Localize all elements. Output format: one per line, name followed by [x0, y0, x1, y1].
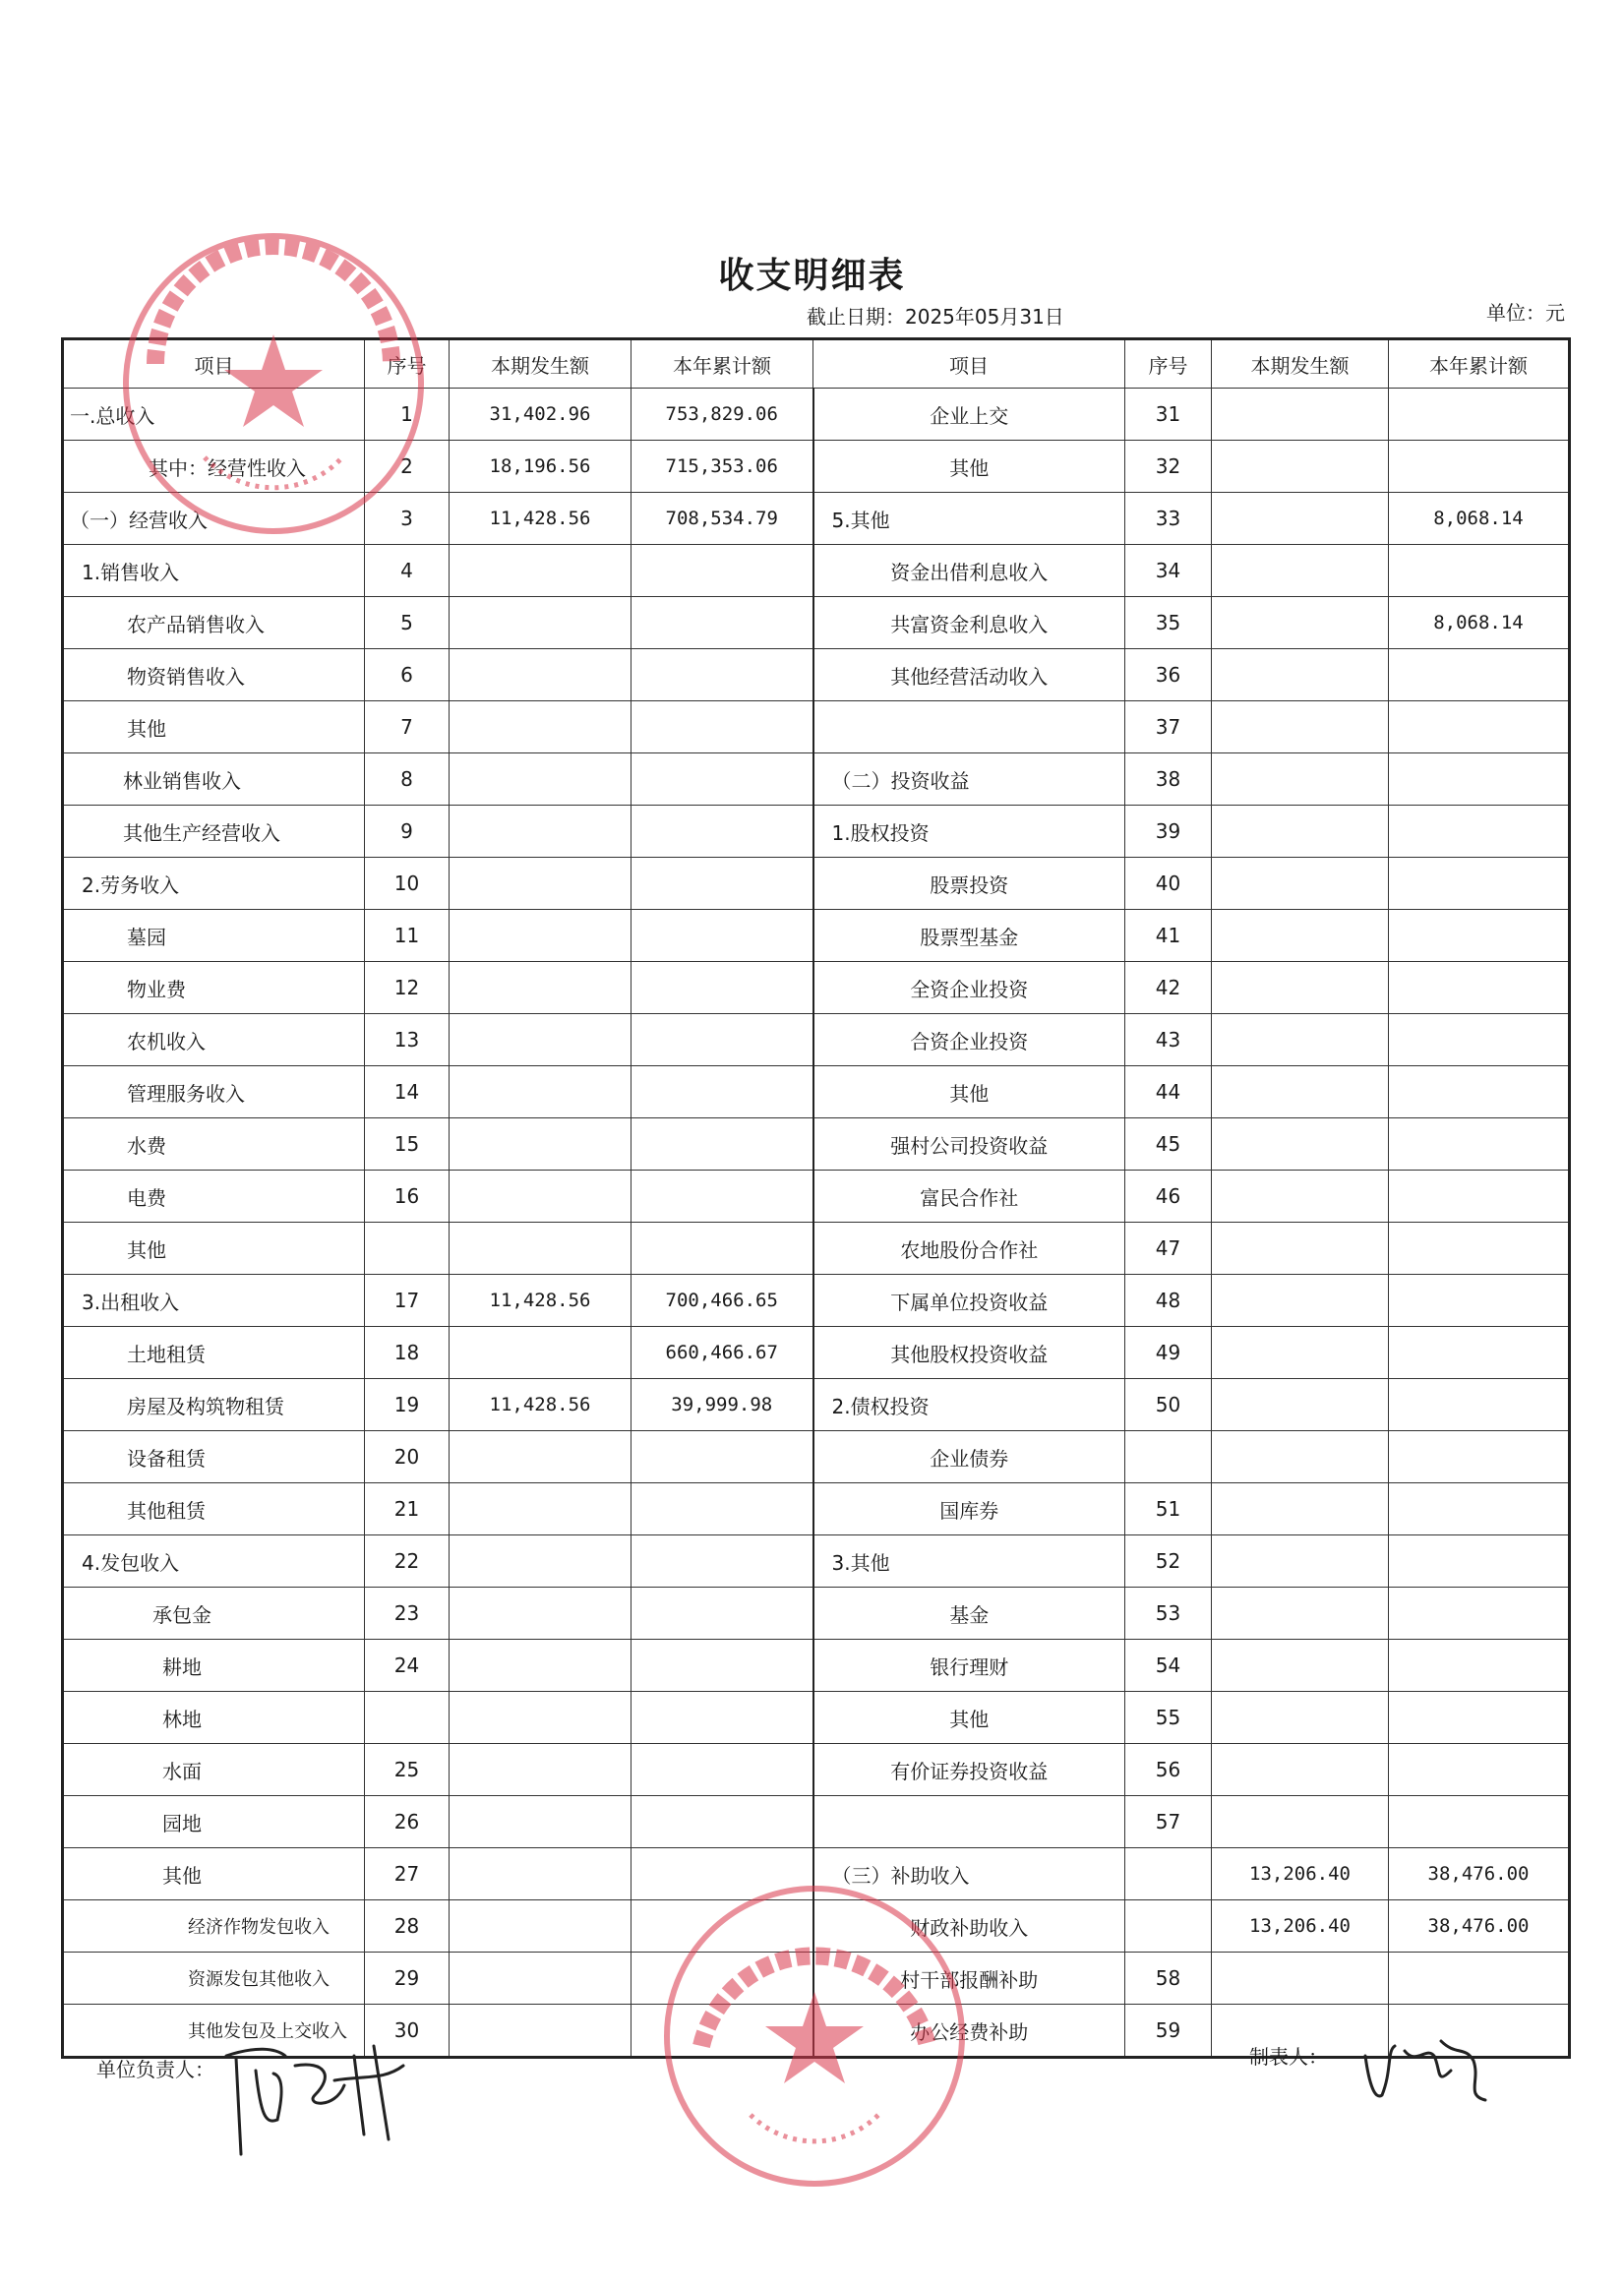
left-seq-cell: 15 [365, 1118, 450, 1171]
right-seq-cell: 40 [1125, 858, 1212, 910]
table-row [63, 1535, 1570, 1588]
left-ytd-cell [632, 1431, 813, 1483]
right-seq-cell: 35 [1125, 597, 1212, 649]
right-ytd-cell: 38,476.00 [1389, 1900, 1570, 1953]
header-period-right: 本期发生额 [1212, 339, 1389, 389]
right-period-cell [1212, 441, 1389, 493]
right-period-cell [1212, 1327, 1389, 1379]
left-item-cell: 一.总收入 [63, 389, 365, 441]
left-item-cell: 3.出租收入 [63, 1275, 365, 1327]
right-ytd-cell [1389, 1223, 1570, 1275]
right-item-cell: 下属单位投资收益 [813, 1275, 1125, 1327]
left-period-cell [450, 597, 632, 649]
table-row [63, 597, 1570, 649]
right-seq-cell: 33 [1125, 493, 1212, 545]
right-item-cell: 其他股权投资收益 [813, 1327, 1125, 1379]
right-seq-cell: 56 [1125, 1744, 1212, 1796]
left-period-cell [450, 1431, 632, 1483]
header-ytd-right: 本年累计额 [1389, 339, 1570, 389]
left-ytd-cell [632, 1171, 813, 1223]
table-row [63, 753, 1570, 806]
right-seq-cell: 37 [1125, 701, 1212, 753]
left-period-cell [450, 753, 632, 806]
left-seq-cell: 30 [365, 2005, 450, 2058]
right-seq-cell: 58 [1125, 1953, 1212, 2005]
left-item-cell: （一）经营收入 [63, 493, 365, 545]
left-period-cell: 11,428.56 [450, 1275, 632, 1327]
left-period-cell: 31,402.96 [450, 389, 632, 441]
left-period-cell [450, 1171, 632, 1223]
right-item-cell: 银行理财 [813, 1640, 1125, 1692]
table-row [63, 962, 1570, 1014]
right-item-cell: 办公经费补助 [813, 2005, 1125, 2058]
right-ytd-cell [1389, 1066, 1570, 1118]
table-row [63, 1327, 1570, 1379]
left-period-cell: 18,196.56 [450, 441, 632, 493]
right-period-cell [1212, 597, 1389, 649]
right-item-cell: 其他 [813, 1066, 1125, 1118]
income-expense-table [61, 337, 1571, 2059]
right-seq-cell: 47 [1125, 1223, 1212, 1275]
right-item-cell: 农地股份合作社 [813, 1223, 1125, 1275]
left-item-cell: 其他 [63, 1223, 365, 1275]
left-ytd-cell: 715,353.06 [632, 441, 813, 493]
responsible-signature [216, 2026, 433, 2164]
right-seq-cell: 59 [1125, 2005, 1212, 2058]
right-item-cell: 强村公司投资收益 [813, 1118, 1125, 1171]
right-period-cell [1212, 1118, 1389, 1171]
left-period-cell [450, 1848, 632, 1900]
left-seq-cell: 6 [365, 649, 450, 701]
right-ytd-cell [1389, 1483, 1570, 1535]
left-seq-cell: 14 [365, 1066, 450, 1118]
left-item-cell: 物资销售收入 [63, 649, 365, 701]
left-ytd-cell [632, 1483, 813, 1535]
left-period-cell [450, 910, 632, 962]
table-row [63, 910, 1570, 962]
left-period-cell [450, 1118, 632, 1171]
right-period-cell [1212, 1588, 1389, 1640]
cutoff-date: 截止日期：2025年05月31日 [807, 305, 1064, 329]
header-ytd-left: 本年累计额 [632, 339, 813, 389]
right-period-cell [1212, 1692, 1389, 1744]
right-period-cell [1212, 1223, 1389, 1275]
left-item-cell: 墓园 [63, 910, 365, 962]
left-ytd-cell [632, 1014, 813, 1066]
right-ytd-cell [1389, 649, 1570, 701]
right-ytd-cell [1389, 1118, 1570, 1171]
left-item-cell: 其他租赁 [63, 1483, 365, 1535]
left-seq-cell: 5 [365, 597, 450, 649]
right-item-cell: （三）补助收入 [813, 1848, 1125, 1900]
left-period-cell [450, 1953, 632, 2005]
left-seq-cell: 20 [365, 1431, 450, 1483]
right-seq-cell [1125, 1900, 1212, 1953]
table-row [63, 806, 1570, 858]
left-period-cell [450, 1066, 632, 1118]
left-period-cell [450, 1900, 632, 1953]
right-ytd-cell [1389, 1953, 1570, 2005]
left-item-cell: 房屋及构筑物租赁 [63, 1379, 365, 1431]
table-row [63, 1379, 1570, 1431]
left-period-cell [450, 649, 632, 701]
left-ytd-cell [632, 1223, 813, 1275]
right-ytd-cell [1389, 1796, 1570, 1848]
right-item-cell: 有价证券投资收益 [813, 1744, 1125, 1796]
table-row [63, 1640, 1570, 1692]
right-period-cell [1212, 910, 1389, 962]
left-seq-cell: 24 [365, 1640, 450, 1692]
right-period-cell: 13,206.40 [1212, 1900, 1389, 1953]
right-period-cell [1212, 701, 1389, 753]
right-period-cell [1212, 1796, 1389, 1848]
header-period-left: 本期发生额 [450, 339, 632, 389]
right-item-cell: 5.其他 [813, 493, 1125, 545]
header-item-left: 项目 [63, 339, 365, 389]
left-period-cell [450, 1483, 632, 1535]
right-seq-cell: 54 [1125, 1640, 1212, 1692]
right-item-cell: 股票型基金 [813, 910, 1125, 962]
right-item-cell: 企业债券 [813, 1431, 1125, 1483]
left-ytd-cell [632, 806, 813, 858]
left-item-cell: 物业费 [63, 962, 365, 1014]
right-item-cell: 其他 [813, 1692, 1125, 1744]
right-period-cell [1212, 806, 1389, 858]
right-ytd-cell: 8,068.14 [1389, 493, 1570, 545]
right-ytd-cell [1389, 806, 1570, 858]
left-ytd-cell [632, 545, 813, 597]
right-item-cell: 3.其他 [813, 1535, 1125, 1588]
left-ytd-cell: 708,534.79 [632, 493, 813, 545]
right-ytd-cell [1389, 753, 1570, 806]
left-period-cell [450, 1327, 632, 1379]
left-ytd-cell: 700,466.65 [632, 1275, 813, 1327]
table-row [63, 1692, 1570, 1744]
supervision-committee-seal [657, 1879, 972, 2194]
left-item-cell: 其他 [63, 1848, 365, 1900]
left-seq-cell: 17 [365, 1275, 450, 1327]
table-row [63, 1588, 1570, 1640]
left-ytd-cell: 39,999.98 [632, 1379, 813, 1431]
right-seq-cell: 41 [1125, 910, 1212, 962]
left-period-cell [450, 806, 632, 858]
right-ytd-cell [1389, 1744, 1570, 1796]
right-item-cell: 财政补助收入 [813, 1900, 1125, 1953]
left-ytd-cell [632, 1535, 813, 1588]
left-item-cell: 林地 [63, 1692, 365, 1744]
left-ytd-cell [632, 910, 813, 962]
right-ytd-cell [1389, 545, 1570, 597]
table-row [63, 649, 1570, 701]
table-row [63, 1223, 1570, 1275]
table-row [63, 1431, 1570, 1483]
right-ytd-cell [1389, 701, 1570, 753]
right-item-cell: 资金出借利息收入 [813, 545, 1125, 597]
right-ytd-cell: 8,068.14 [1389, 597, 1570, 649]
left-seq-cell: 18 [365, 1327, 450, 1379]
left-ytd-cell [632, 649, 813, 701]
table-row [63, 1796, 1570, 1848]
right-ytd-cell [1389, 962, 1570, 1014]
left-period-cell: 11,428.56 [450, 1379, 632, 1431]
right-item-cell: 企业上交 [813, 389, 1125, 441]
right-item-cell: 合资企业投资 [813, 1014, 1125, 1066]
right-seq-cell [1125, 1848, 1212, 1900]
right-item-cell [813, 701, 1125, 753]
left-item-cell: 电费 [63, 1171, 365, 1223]
left-seq-cell: 28 [365, 1900, 450, 1953]
right-item-cell: 2.债权投资 [813, 1379, 1125, 1431]
left-period-cell [450, 1535, 632, 1588]
table-row [63, 1171, 1570, 1223]
right-seq-cell: 48 [1125, 1275, 1212, 1327]
table-row [63, 1744, 1570, 1796]
left-period-cell: 11,428.56 [450, 493, 632, 545]
left-period-cell [450, 701, 632, 753]
right-period-cell [1212, 1275, 1389, 1327]
right-seq-cell: 55 [1125, 1692, 1212, 1744]
right-period-cell [1212, 649, 1389, 701]
left-ytd-cell [632, 962, 813, 1014]
header-seq-left: 序号 [365, 339, 450, 389]
right-period-cell [1212, 1640, 1389, 1692]
right-item-cell: 股票投资 [813, 858, 1125, 910]
right-ytd-cell [1389, 1588, 1570, 1640]
right-ytd-cell [1389, 1640, 1570, 1692]
left-item-cell: 其他发包及上交收入 [63, 2005, 365, 2058]
left-ytd-cell: 660,466.67 [632, 1327, 813, 1379]
table-row [63, 1275, 1570, 1327]
left-seq-cell: 26 [365, 1796, 450, 1848]
right-ytd-cell [1389, 1379, 1570, 1431]
table-row [63, 1014, 1570, 1066]
right-period-cell [1212, 1535, 1389, 1588]
right-seq-cell: 45 [1125, 1118, 1212, 1171]
left-item-cell: 林业销售收入 [63, 753, 365, 806]
left-seq-cell: 4 [365, 545, 450, 597]
right-period-cell [1212, 1483, 1389, 1535]
right-period-cell [1212, 493, 1389, 545]
left-seq-cell: 29 [365, 1953, 450, 2005]
left-seq-cell: 12 [365, 962, 450, 1014]
right-seq-cell: 36 [1125, 649, 1212, 701]
right-period-cell [1212, 389, 1389, 441]
table-row [63, 1066, 1570, 1118]
left-period-cell [450, 1796, 632, 1848]
left-ytd-cell [632, 753, 813, 806]
right-seq-cell [1125, 1431, 1212, 1483]
left-item-cell: 管理服务收入 [63, 1066, 365, 1118]
right-seq-cell: 34 [1125, 545, 1212, 597]
right-period-cell [1212, 1431, 1389, 1483]
left-period-cell [450, 1014, 632, 1066]
left-seq-cell: 1 [365, 389, 450, 441]
right-item-cell: 国库券 [813, 1483, 1125, 1535]
right-seq-cell: 53 [1125, 1588, 1212, 1640]
left-ytd-cell [632, 1796, 813, 1848]
right-item-cell: 基金 [813, 1588, 1125, 1640]
left-item-cell: 资源发包其他收入 [63, 1953, 365, 2005]
left-item-cell: 水费 [63, 1118, 365, 1171]
left-item-cell: 土地租赁 [63, 1327, 365, 1379]
left-item-cell: 耕地 [63, 1640, 365, 1692]
right-item-cell: 富民合作社 [813, 1171, 1125, 1223]
right-ytd-cell [1389, 1327, 1570, 1379]
left-ytd-cell [632, 1588, 813, 1640]
right-ytd-cell [1389, 1692, 1570, 1744]
right-item-cell: 村干部报酬补助 [813, 1953, 1125, 2005]
left-seq-cell: 25 [365, 1744, 450, 1796]
left-seq-cell: 2 [365, 441, 450, 493]
left-ytd-cell [632, 858, 813, 910]
right-seq-cell: 31 [1125, 389, 1212, 441]
right-item-cell: 共富资金利息收入 [813, 597, 1125, 649]
left-period-cell [450, 1640, 632, 1692]
right-seq-cell: 39 [1125, 806, 1212, 858]
right-item-cell: 全资企业投资 [813, 962, 1125, 1014]
left-item-cell: 2.劳务收入 [63, 858, 365, 910]
preparer-label: 制表人： [1249, 2045, 1328, 2069]
cooperative-seal [116, 226, 431, 541]
left-seq-cell: 11 [365, 910, 450, 962]
left-ytd-cell: 753,829.06 [632, 389, 813, 441]
right-seq-cell: 49 [1125, 1327, 1212, 1379]
right-seq-cell: 50 [1125, 1379, 1212, 1431]
left-period-cell [450, 1692, 632, 1744]
right-ytd-cell [1389, 1171, 1570, 1223]
right-ytd-cell [1389, 858, 1570, 910]
right-ytd-cell [1389, 1535, 1570, 1588]
left-seq-cell: 22 [365, 1535, 450, 1588]
left-seq-cell: 10 [365, 858, 450, 910]
page-title: 收支明细表 [718, 256, 906, 296]
left-seq-cell: 13 [365, 1014, 450, 1066]
header-seq-right: 序号 [1125, 339, 1212, 389]
right-period-cell [1212, 753, 1389, 806]
left-item-cell: 园地 [63, 1796, 365, 1848]
left-ytd-cell [632, 1118, 813, 1171]
left-period-cell [450, 1744, 632, 1796]
left-seq-cell: 16 [365, 1171, 450, 1223]
left-item-cell: 设备租赁 [63, 1431, 365, 1483]
left-item-cell: 1.销售收入 [63, 545, 365, 597]
left-ytd-cell [632, 1640, 813, 1692]
left-item-cell: 4.发包收入 [63, 1535, 365, 1588]
left-seq-cell: 7 [365, 701, 450, 753]
left-item-cell: 经济作物发包收入 [63, 1900, 365, 1953]
left-seq-cell: 8 [365, 753, 450, 806]
right-seq-cell: 52 [1125, 1535, 1212, 1588]
right-seq-cell: 44 [1125, 1066, 1212, 1118]
left-ytd-cell [632, 597, 813, 649]
table-row [63, 701, 1570, 753]
right-period-cell [1212, 1171, 1389, 1223]
right-seq-cell: 46 [1125, 1171, 1212, 1223]
right-ytd-cell [1389, 441, 1570, 493]
right-period-cell [1212, 545, 1389, 597]
right-period-cell [1212, 1953, 1389, 2005]
right-ytd-cell [1389, 1014, 1570, 1066]
right-ytd-cell: 38,476.00 [1389, 1848, 1570, 1900]
left-seq-cell: 9 [365, 806, 450, 858]
right-item-cell: 其他 [813, 441, 1125, 493]
right-period-cell [1212, 1066, 1389, 1118]
left-period-cell [450, 1588, 632, 1640]
left-item-cell: 其他生产经营收入 [63, 806, 365, 858]
right-seq-cell: 43 [1125, 1014, 1212, 1066]
left-ytd-cell [632, 1066, 813, 1118]
left-period-cell [450, 962, 632, 1014]
left-seq-cell [365, 1692, 450, 1744]
left-item-cell: 水面 [63, 1744, 365, 1796]
left-seq-cell: 27 [365, 1848, 450, 1900]
table-row [63, 1118, 1570, 1171]
right-period-cell [1212, 962, 1389, 1014]
right-item-cell: 1.股权投资 [813, 806, 1125, 858]
unit-label: 单位：元 [1486, 301, 1565, 325]
right-seq-cell: 51 [1125, 1483, 1212, 1535]
left-ytd-cell [632, 1692, 813, 1744]
right-seq-cell: 38 [1125, 753, 1212, 806]
left-seq-cell: 23 [365, 1588, 450, 1640]
left-ytd-cell [632, 701, 813, 753]
header-item-right: 项目 [813, 339, 1125, 389]
left-seq-cell [365, 1223, 450, 1275]
table-row [63, 1483, 1570, 1535]
left-item-cell: 其他 [63, 701, 365, 753]
right-ytd-cell [1389, 1275, 1570, 1327]
right-period-cell [1212, 1744, 1389, 1796]
table-row [63, 545, 1570, 597]
right-item-cell: 其他经营活动收入 [813, 649, 1125, 701]
left-ytd-cell [632, 1744, 813, 1796]
left-period-cell [450, 545, 632, 597]
right-seq-cell: 32 [1125, 441, 1212, 493]
right-period-cell [1212, 1379, 1389, 1431]
left-item-cell: 其中：经营性收入 [63, 441, 365, 493]
right-period-cell [1212, 1014, 1389, 1066]
left-item-cell: 农产品销售收入 [63, 597, 365, 649]
right-ytd-cell [1389, 910, 1570, 962]
left-seq-cell: 19 [365, 1379, 450, 1431]
right-ytd-cell [1389, 1431, 1570, 1483]
left-period-cell [450, 1223, 632, 1275]
right-seq-cell: 42 [1125, 962, 1212, 1014]
right-seq-cell: 57 [1125, 1796, 1212, 1848]
left-period-cell [450, 2005, 632, 2058]
responsible-label: 单位负责人： [96, 2058, 214, 2081]
right-period-cell [1212, 858, 1389, 910]
table-row [63, 858, 1570, 910]
preparer-signature [1357, 2026, 1495, 2115]
left-seq-cell: 21 [365, 1483, 450, 1535]
left-seq-cell: 3 [365, 493, 450, 545]
right-item-cell [813, 1796, 1125, 1848]
left-item-cell: 农机收入 [63, 1014, 365, 1066]
right-period-cell: 13,206.40 [1212, 1848, 1389, 1900]
left-period-cell [450, 858, 632, 910]
left-item-cell: 承包金 [63, 1588, 365, 1640]
right-item-cell: （二）投资收益 [813, 753, 1125, 806]
right-ytd-cell [1389, 389, 1570, 441]
